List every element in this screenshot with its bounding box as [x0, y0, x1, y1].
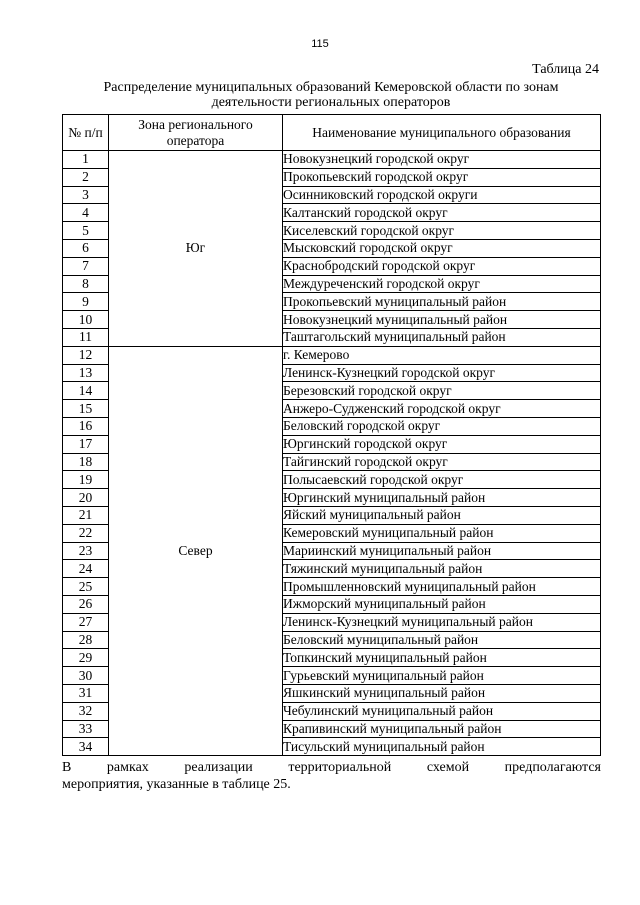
municipality-name: Прокопьевский городской округ: [283, 168, 601, 186]
row-number: 29: [63, 649, 109, 667]
row-number: 16: [63, 417, 109, 435]
table-header-row: [63, 115, 601, 151]
row-number: 20: [63, 489, 109, 507]
table-row: [63, 151, 601, 169]
municipality-name: Ижморский муниципальный район: [283, 595, 601, 613]
row-number: 8: [63, 275, 109, 293]
row-number: 19: [63, 471, 109, 489]
municipality-name: Киселевский городской округ: [283, 222, 601, 240]
row-number: 31: [63, 684, 109, 702]
municipality-name: Чебулинский муниципальный район: [283, 702, 601, 720]
row-number: 18: [63, 453, 109, 471]
municipality-name: Таштагольский муниципальный район: [283, 328, 601, 346]
row-number: 4: [63, 204, 109, 222]
municipality-name: Междуреченский городской округ: [283, 275, 601, 293]
header-name: Наименование муниципального образования: [283, 115, 601, 151]
row-number: 23: [63, 542, 109, 560]
municipality-name: Ленинск-Кузнецкий муниципальный район: [283, 613, 601, 631]
table-body: [63, 151, 601, 756]
row-number: 34: [63, 738, 109, 756]
municipality-name: Беловский муниципальный район: [283, 631, 601, 649]
row-number: 11: [63, 328, 109, 346]
municipality-name: г. Кемерово: [283, 346, 601, 364]
municipality-name: Юргинский муниципальный район: [283, 489, 601, 507]
municipality-name: Яйский муниципальный район: [283, 506, 601, 524]
row-number: 27: [63, 613, 109, 631]
row-number: 9: [63, 293, 109, 311]
row-number: 32: [63, 702, 109, 720]
zone-cell: Север: [109, 346, 283, 755]
row-number: 12: [63, 346, 109, 364]
municipality-name: Тайгинский городской округ: [283, 453, 601, 471]
row-number: 28: [63, 631, 109, 649]
row-number: 17: [63, 435, 109, 453]
municipality-name: Яшкинский муниципальный район: [283, 684, 601, 702]
page-number: 115: [311, 38, 329, 50]
paragraph-line-2: мероприятия, указанные в таблице 25.: [62, 777, 291, 792]
municipality-name: Новокузнецкий муниципальный район: [283, 311, 601, 329]
row-number: 21: [63, 506, 109, 524]
municipality-name: Беловский городской округ: [283, 417, 601, 435]
municipality-name: Березовский городской округ: [283, 382, 601, 400]
row-number: 10: [63, 311, 109, 329]
municipality-name: Прокопьевский муниципальный район: [283, 293, 601, 311]
header-num: № п/п: [63, 115, 109, 151]
municipality-name: Гурьевский муниципальный район: [283, 667, 601, 685]
municipality-name: Осинниковский городской округи: [283, 186, 601, 204]
municipality-name: Юргинский городской округ: [283, 435, 601, 453]
municipality-name: Полысаевский городской округ: [283, 471, 601, 489]
row-number: 22: [63, 524, 109, 542]
table-label: Таблица 24: [532, 62, 599, 77]
header-zone: Зона регионального оператора: [109, 115, 283, 151]
row-number: 15: [63, 400, 109, 418]
row-number: 13: [63, 364, 109, 382]
municipality-name: Калтанский городской округ: [283, 204, 601, 222]
municipality-name: Мысковский городской округ: [283, 239, 601, 257]
municipality-name: Кемеровский муниципальный район: [283, 524, 601, 542]
row-number: 26: [63, 595, 109, 613]
row-number: 30: [63, 667, 109, 685]
municipality-name: Мариинский муниципальный район: [283, 542, 601, 560]
municipality-name: Крапивинский муниципальный район: [283, 720, 601, 738]
zone-cell: Юг: [109, 151, 283, 347]
municipality-name: Анжеро-Судженский городской округ: [283, 400, 601, 418]
row-number: 33: [63, 720, 109, 738]
municipality-name: Новокузнецкий городской округ: [283, 151, 601, 169]
municipality-name: Топкинский муниципальный район: [283, 649, 601, 667]
table-title: Распределение муниципальных образований Кемеровской области по зонам деятельности региональных операторов: [103, 80, 559, 110]
row-number: 3: [63, 186, 109, 204]
table-row: [63, 346, 601, 364]
row-number: 25: [63, 578, 109, 596]
row-number: 5: [63, 222, 109, 240]
row-number: 1: [63, 151, 109, 169]
row-number: 14: [63, 382, 109, 400]
row-number: 6: [63, 239, 109, 257]
municipality-name: Краснобродский городской округ: [283, 257, 601, 275]
municipality-name: Промышленновский муниципальный район: [283, 578, 601, 596]
row-number: 2: [63, 168, 109, 186]
municipality-name: Тисульский муниципальный район: [283, 738, 601, 756]
row-number: 7: [63, 257, 109, 275]
municipalities-table: [62, 114, 601, 756]
row-number: 24: [63, 560, 109, 578]
municipality-name: Ленинск-Кузнецкий городской округ: [283, 364, 601, 382]
paragraph-line-1: В рамках реализации территориальной схемой предполагаются: [62, 760, 601, 775]
municipality-name: Тяжинский муниципальный район: [283, 560, 601, 578]
